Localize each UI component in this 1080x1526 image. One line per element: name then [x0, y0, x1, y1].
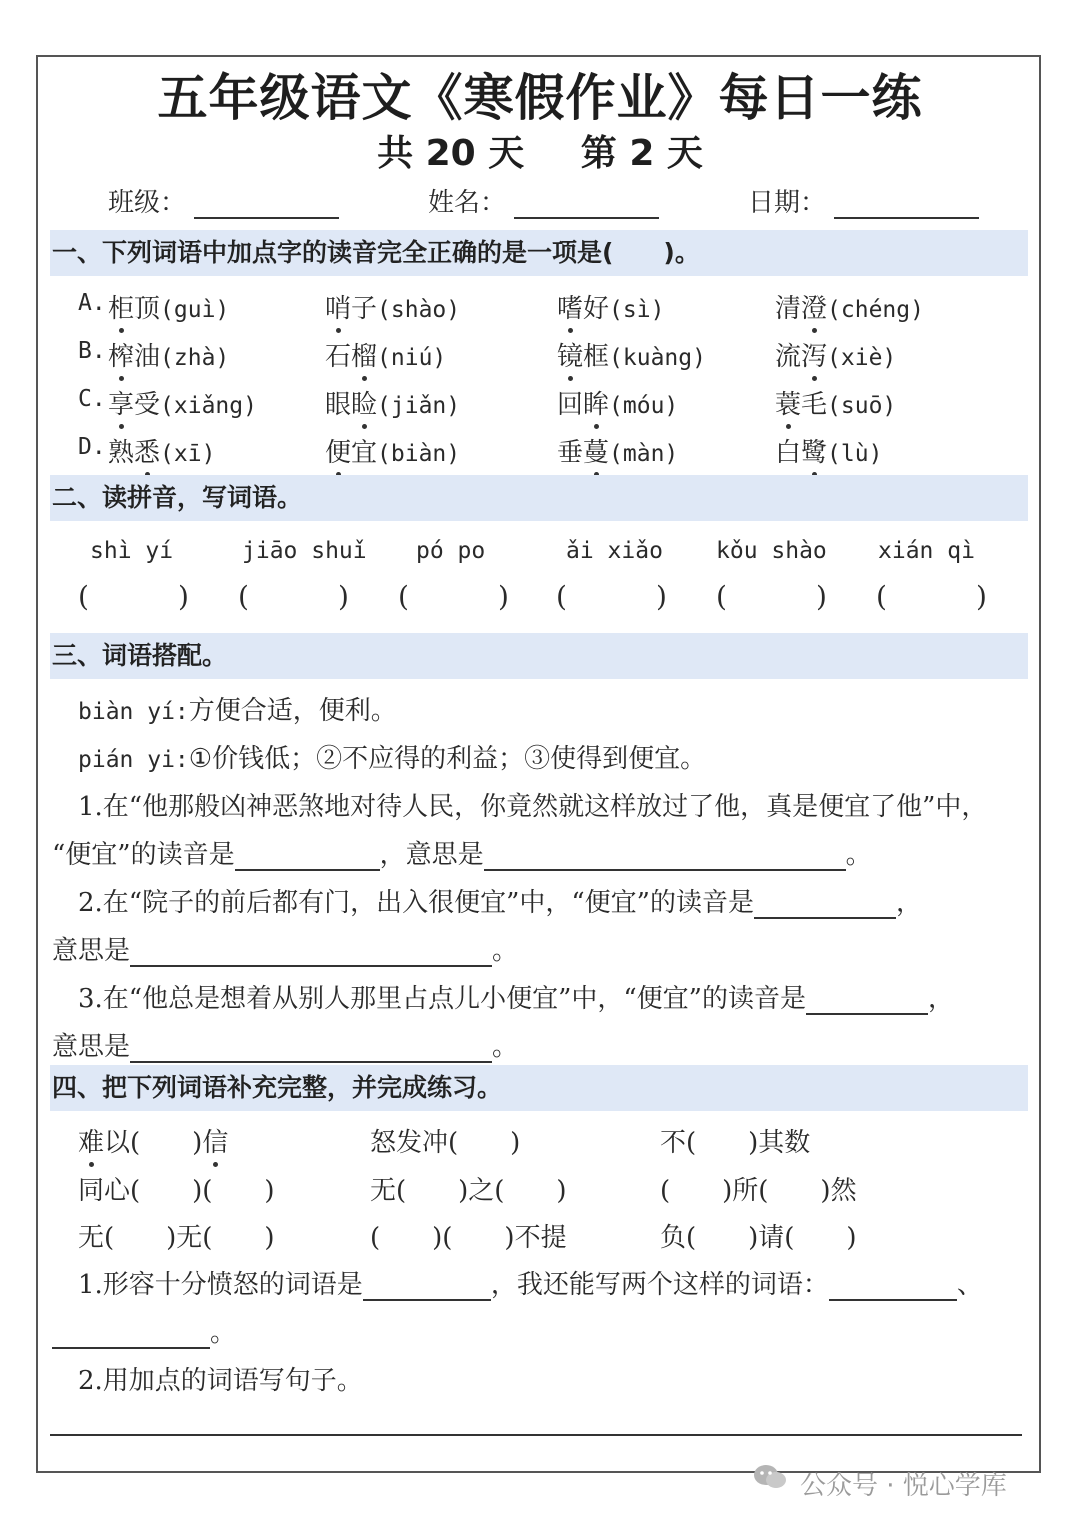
pinyin: (xiǎng) — [160, 393, 257, 419]
answer-label: 意思是 — [52, 936, 131, 966]
pinyin: (kuàng) — [609, 345, 706, 371]
dotted-char: 哨 — [325, 288, 351, 325]
period: 。 — [845, 840, 872, 870]
pinyin: (xī) — [160, 441, 216, 467]
option-word — [108, 288, 229, 325]
answer-label: 意思是 — [52, 1032, 131, 1062]
dotted-char: 难 — [78, 1122, 104, 1159]
char: 白 — [775, 438, 802, 468]
pinyin: (guì) — [160, 297, 230, 323]
definition-text: 方便合适，便利。 — [188, 696, 397, 726]
dotted-char: 榴 — [351, 336, 377, 373]
answer-paren-close[interactable]: ) — [976, 580, 987, 613]
option-word — [108, 432, 215, 469]
total-days: 共 20 天 — [377, 133, 525, 174]
question-text: 3.在“他总是想着从别人那里占点儿小便宜”中，“便宜”的读音是 — [78, 984, 806, 1014]
question-3-1-text: 1.在“他那般凶神恶煞地对待人民，你竟然就这样放过了他，真是便宜了他”中， — [78, 792, 988, 822]
comma: ， — [927, 984, 954, 1014]
answer-paren-open[interactable]: ( — [238, 580, 249, 613]
answer-paren-open[interactable]: ( — [398, 580, 409, 613]
section2-heading: 二、读拼音，写词语。 — [50, 475, 1028, 521]
class-blank[interactable] — [194, 191, 339, 219]
dotted-char: 鹭 — [801, 432, 827, 469]
question-text: 2.在“院子的前后都有门，出入很便宜”中，“便宜”的读音是 — [78, 888, 754, 918]
dotted-char: 蔓 — [583, 432, 609, 469]
idiom-3: 不( )其数 — [660, 1128, 811, 1158]
option-word — [557, 384, 678, 421]
sentence-answer-line[interactable] — [50, 1434, 1022, 1436]
char: 油 — [134, 342, 161, 372]
char: 回 — [557, 390, 584, 420]
comma: ， — [895, 888, 922, 918]
dotted-char: 蓑 — [775, 384, 801, 421]
char: 流 — [775, 342, 802, 372]
answer-paren-close[interactable]: ) — [498, 580, 509, 613]
meaning-blank[interactable] — [130, 1037, 492, 1063]
page-title: 五年级语文《寒假作业》每日一练 — [157, 69, 923, 127]
pinyin-item: shì yí — [90, 538, 174, 564]
answer-paren-open[interactable]: ( — [876, 580, 887, 613]
pinyin: (móu) — [609, 393, 679, 419]
idiom-6: ( )所( )然 — [660, 1176, 857, 1206]
option-word — [557, 432, 678, 469]
reading-blank[interactable] — [235, 845, 380, 871]
name-blank[interactable] — [514, 191, 659, 219]
pinyin-item: kǒu shào — [716, 538, 827, 564]
option-word — [775, 432, 882, 469]
char: 石 — [325, 342, 352, 372]
pinyin: (chéng) — [827, 297, 924, 323]
answer-paren-open[interactable]: ( — [556, 580, 567, 613]
section3-heading: 三、词语搭配。 — [50, 633, 1028, 679]
pinyin-item: ǎi xiǎo — [566, 538, 663, 564]
dotted-char: 便 — [325, 432, 351, 469]
section4-heading: 四、把下列词语补充完整，并完成练习。 — [50, 1065, 1028, 1111]
dotted-char: 眸 — [583, 384, 609, 421]
question-text: 1.形容十分愤怒的词语是 — [78, 1270, 363, 1300]
answer-blank[interactable] — [829, 1275, 957, 1301]
char: 清 — [775, 294, 802, 324]
meaning-blank[interactable] — [484, 845, 846, 871]
pinyin: (màn) — [609, 441, 679, 467]
answer-paren-open[interactable]: ( — [78, 580, 89, 613]
answer-label: “便宜”的读音是 — [52, 840, 235, 870]
period: 。 — [492, 1032, 519, 1062]
char: 受 — [134, 390, 161, 420]
date-label: 日期： — [748, 188, 827, 218]
option-word — [775, 336, 896, 373]
char: 好 — [583, 294, 610, 324]
meaning-blank[interactable] — [130, 941, 492, 967]
pinyin: (shào) — [377, 297, 461, 323]
pinyin: (biàn) — [377, 441, 461, 467]
idiom-text: 以( ) — [104, 1128, 203, 1158]
idiom-4: 同心( )( ) — [78, 1176, 275, 1206]
dotted-char: 享 — [108, 384, 134, 421]
answer-paren-close[interactable]: ) — [816, 580, 827, 613]
definition-pian-yi — [78, 738, 706, 775]
pinyin-item: xián qì — [878, 538, 975, 564]
date-field[interactable] — [748, 182, 979, 219]
definition-text: ①价钱低；②不应得的利益；③使得到便宜。 — [188, 744, 707, 774]
separator: 、 — [956, 1270, 983, 1300]
question-3-2-text — [78, 882, 922, 919]
definition-pinyin: pián yi: — [78, 747, 189, 773]
dotted-char: 澄 — [801, 288, 827, 325]
dotted-char: 镜 — [557, 336, 583, 373]
answer-label: ，意思是 — [379, 840, 484, 870]
definition-bian-yi — [78, 690, 397, 727]
answer-paren-open[interactable]: ( — [716, 580, 727, 613]
option-word — [775, 288, 924, 325]
option-word — [557, 336, 706, 373]
option-word — [325, 288, 460, 325]
idiom-7: 无( )无( ) — [78, 1223, 275, 1253]
question-3-1-answer — [52, 834, 872, 871]
answer-blank[interactable] — [52, 1323, 210, 1349]
option-word — [325, 384, 460, 421]
option-word — [108, 384, 257, 421]
current-day: 第 2 天 — [580, 133, 703, 174]
section1-heading: 一、下列词语中加点字的读音完全正确的是一项是( )。 — [50, 230, 1028, 276]
char: 眼 — [325, 390, 352, 420]
idiom-8: ( )( )不提 — [370, 1223, 567, 1253]
question-4-1-cont — [52, 1312, 236, 1349]
dotted-char: 睑 — [351, 384, 377, 421]
pinyin: (suō) — [827, 393, 897, 419]
question-4-2: 2.用加点的词语写句子。 — [78, 1366, 363, 1396]
option-label: A. — [78, 290, 106, 316]
pinyin: (xiè) — [827, 345, 897, 371]
option-label: C. — [78, 386, 106, 412]
answer-blank[interactable] — [363, 1275, 491, 1301]
dotted-char: 柜 — [108, 288, 134, 325]
char: 熟 — [108, 438, 135, 468]
question-text: ，我还能写两个这样的词语： — [490, 1270, 829, 1300]
option-word — [325, 432, 460, 469]
answer-paren-close[interactable]: ) — [656, 580, 667, 613]
name-field[interactable] — [428, 182, 659, 219]
idiom-5: 无( )之( ) — [370, 1176, 567, 1206]
reading-blank[interactable] — [754, 893, 896, 919]
char: 顶 — [134, 294, 161, 324]
char: 垂 — [557, 438, 584, 468]
option-label: B. — [78, 338, 106, 364]
period: 。 — [210, 1318, 237, 1348]
pinyin: (jiǎn) — [377, 393, 461, 419]
definition-pinyin: biàn yí: — [78, 699, 189, 725]
answer-paren-close[interactable]: ) — [338, 580, 349, 613]
option-word — [557, 288, 664, 325]
char: 框 — [583, 342, 610, 372]
pinyin-item: pó po — [416, 538, 486, 564]
question-3-2-answer — [52, 930, 518, 967]
question-3-3-text — [78, 978, 954, 1015]
class-field[interactable] — [108, 182, 339, 219]
reading-blank[interactable] — [806, 989, 928, 1015]
dotted-char: 悉 — [134, 432, 160, 469]
char: 毛 — [801, 390, 828, 420]
idiom-2: 怒发冲( ) — [370, 1128, 521, 1158]
option-label: D. — [78, 434, 106, 460]
question-3-3-answer — [52, 1026, 518, 1063]
answer-paren-close[interactable]: ) — [178, 580, 189, 613]
pinyin-item: jiāo shuǐ — [242, 538, 367, 564]
name-label: 姓名： — [428, 188, 507, 218]
option-word — [775, 384, 896, 421]
wechat-icon — [752, 1463, 788, 1491]
dotted-char: 嗜 — [557, 288, 583, 325]
option-word — [325, 336, 446, 373]
watermark: 公众号 · 悦心学库 — [800, 1471, 1007, 1501]
dotted-char: 榨 — [108, 336, 134, 373]
page-subtitle — [0, 125, 1080, 176]
char: 子 — [351, 294, 378, 324]
pinyin: (zhà) — [160, 345, 230, 371]
pinyin: (niú) — [377, 345, 447, 371]
char: 宜 — [351, 438, 378, 468]
dotted-char: 泻 — [801, 336, 827, 373]
date-blank[interactable] — [834, 191, 979, 219]
pinyin: (lù) — [827, 441, 883, 467]
idiom-9: 负( )请( ) — [660, 1223, 857, 1253]
class-label: 班级： — [108, 188, 187, 218]
option-word — [108, 336, 229, 373]
dotted-char: 信 — [202, 1122, 228, 1159]
period: 。 — [492, 936, 519, 966]
question-4-1 — [78, 1264, 983, 1301]
idiom-1 — [78, 1122, 228, 1159]
pinyin: (sì) — [609, 297, 665, 323]
